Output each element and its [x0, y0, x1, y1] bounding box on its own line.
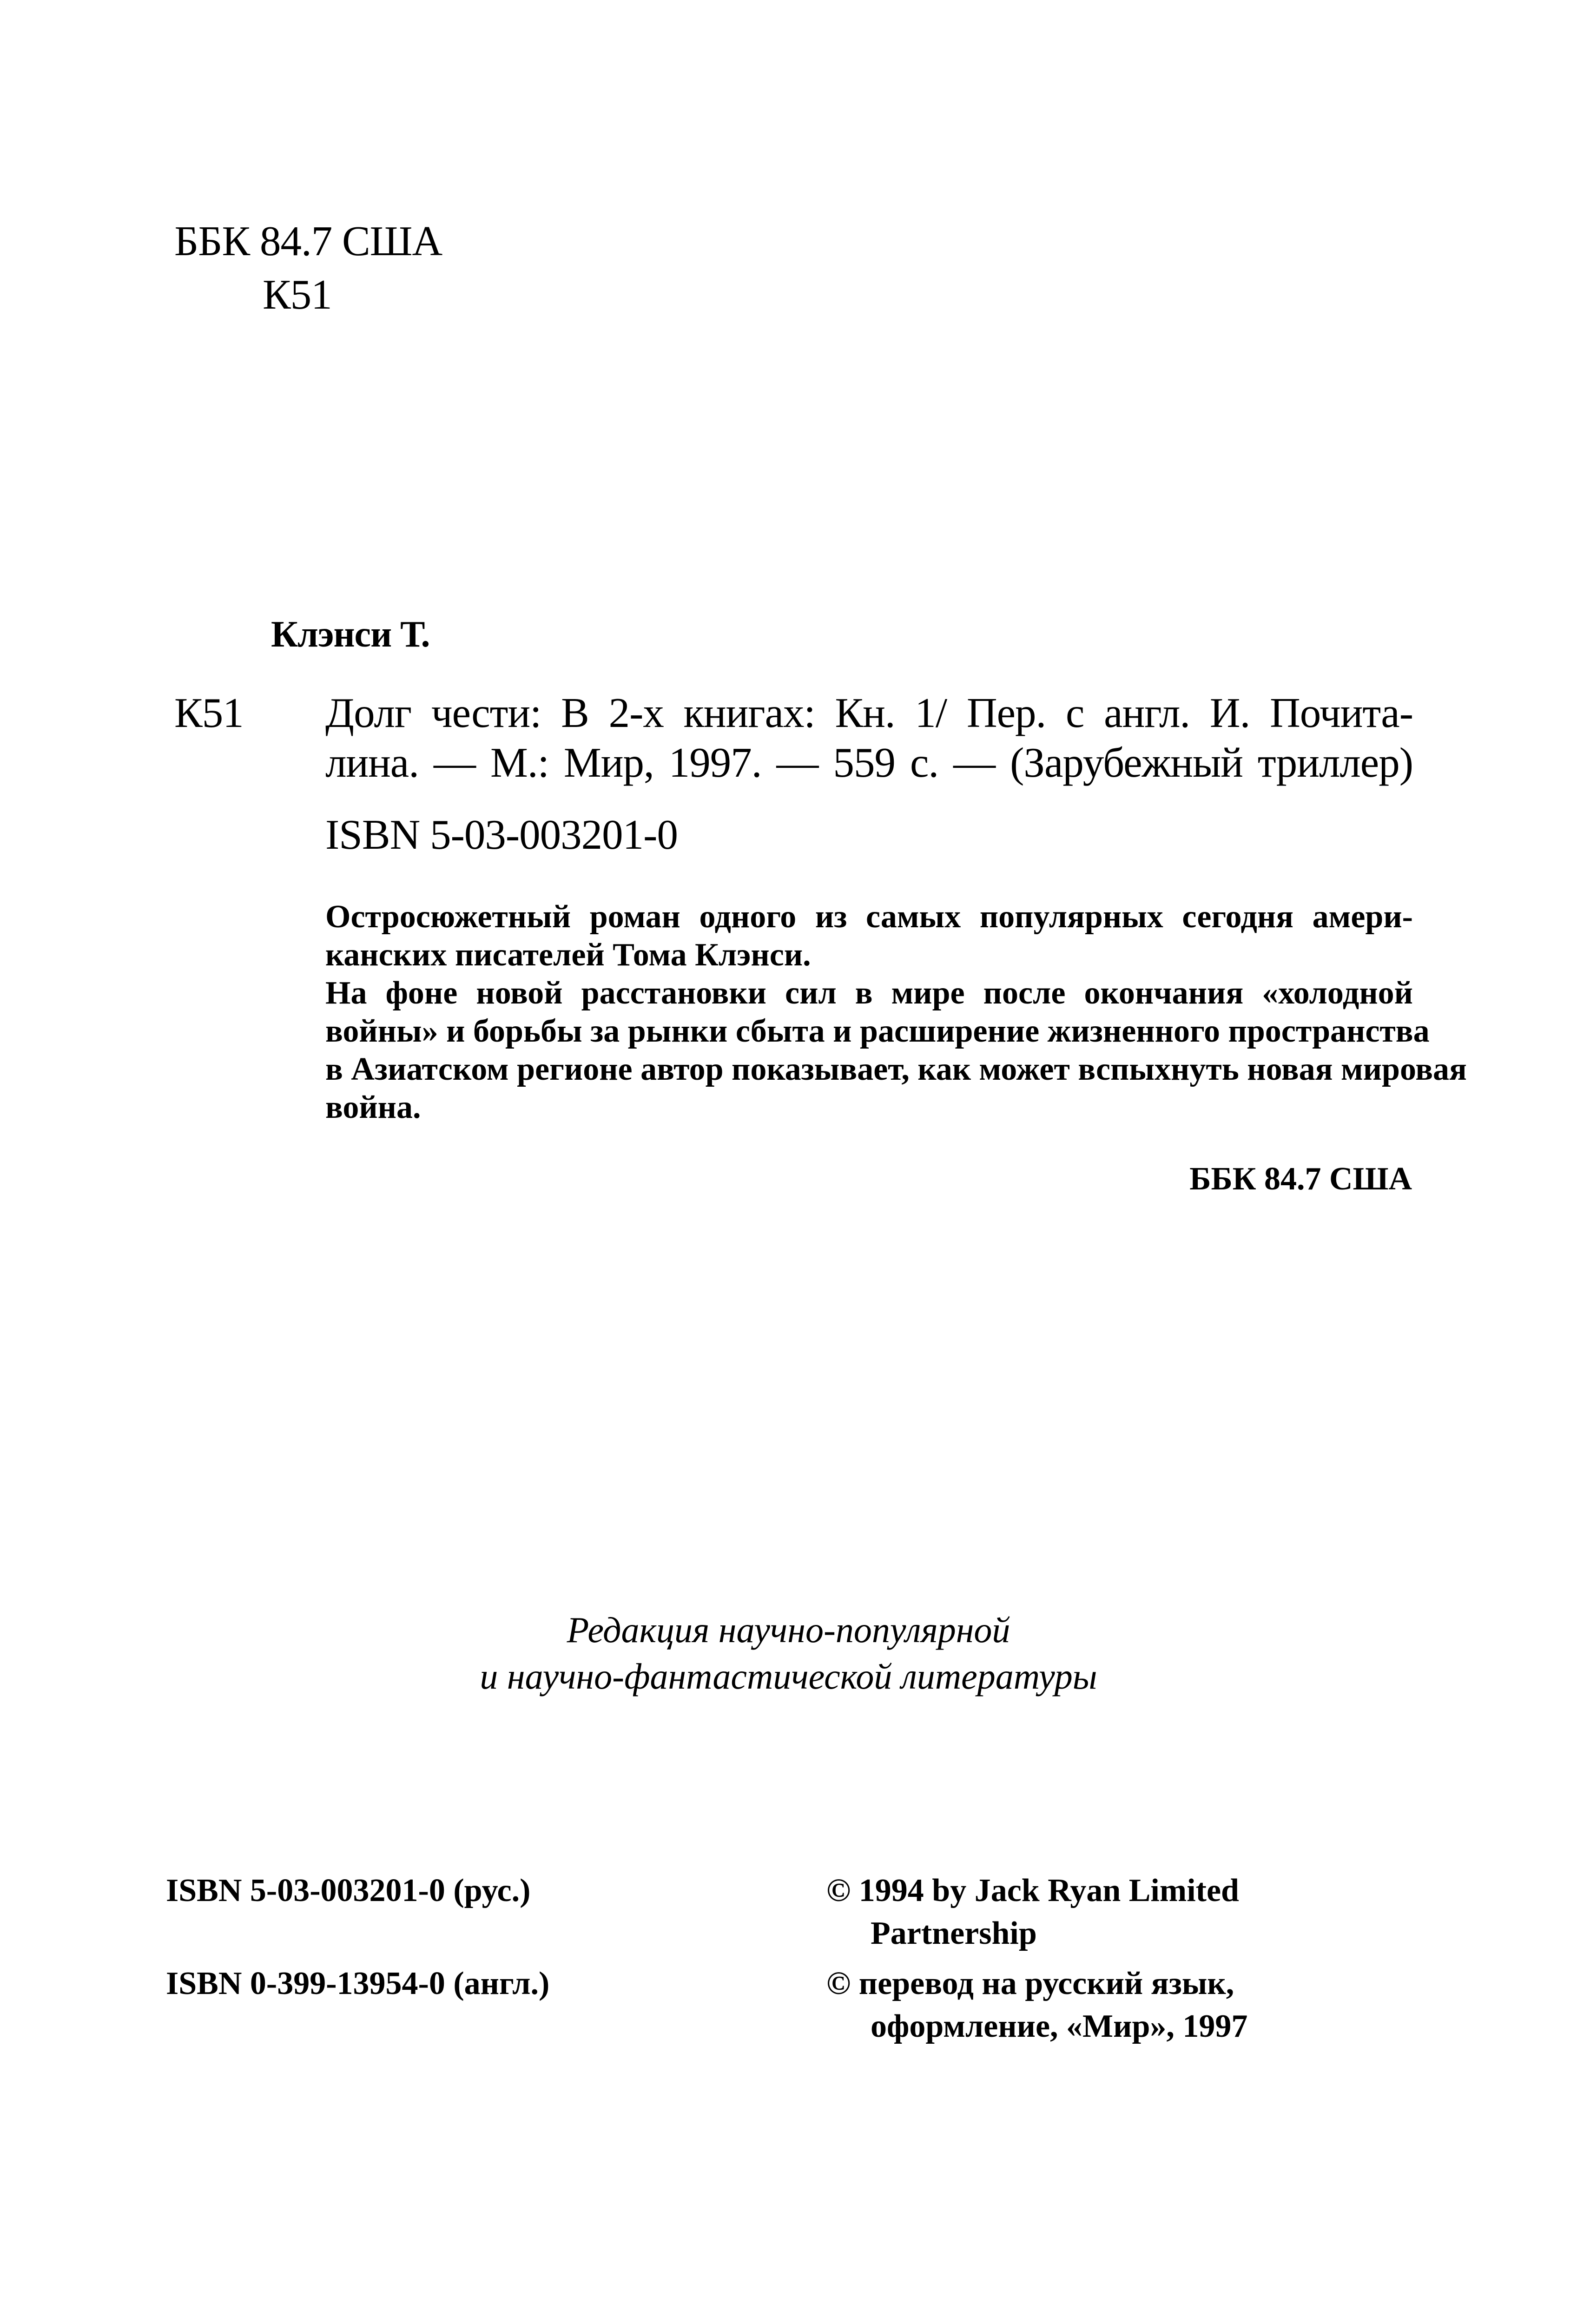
- copyright-translation-cont: оформление, «Мир», 1997: [871, 2008, 1248, 2044]
- annotation-p2-line-2: войны» и борьбы за рынки сбыта и расширение жизненного пространства: [325, 1013, 1430, 1049]
- copyright-original-cont: Partnership: [871, 1915, 1037, 1951]
- entry-line-1: Долг чести: В 2-х книгах: Кн. 1/ Пер. с англ. И. Почита-: [325, 689, 1413, 736]
- author-mark: К51: [263, 271, 332, 318]
- annotation-bbk: ББК 84.7 США: [1189, 1161, 1412, 1197]
- author-name: Клэнси Т.: [271, 614, 430, 655]
- annotation-p2-line-4: война.: [325, 1089, 421, 1125]
- editorial-line-2: и научно-фантастической литературы: [480, 1656, 1097, 1697]
- annotation-p1-line-1: Остросюжетный роман одного из самых популярных сегодня амери-: [325, 899, 1413, 935]
- annotation-p2-line-1: На фоне новой расстановки сил в мире после окончания «холодной: [325, 975, 1413, 1011]
- bbk-classification: ББК 84.7 США: [174, 218, 442, 264]
- entry-line-2: лина. — М.: Мир, 1997. — 559 с. — (Зарубежный триллер): [325, 739, 1413, 786]
- copyright-translation: © перевод на русский язык,: [826, 1966, 1234, 2001]
- entry-mark: К51: [174, 689, 244, 736]
- isbn-english: ISBN 0-399-13954-0 (англ.): [166, 1966, 550, 2001]
- annotation-p2-line-3: в Азиатском регионе автор показывает, как может вспыхнуть новая мировая: [325, 1051, 1467, 1087]
- annotation-p1-line-2: канских писателей Тома Клэнси.: [325, 937, 811, 973]
- editorial-line-1: Редакция научно-популярной: [567, 1610, 1010, 1650]
- isbn-russian: ISBN 5-03-003201-0 (рус.): [166, 1873, 531, 1908]
- copyright-original: © 1994 by Jack Ryan Limited: [826, 1873, 1239, 1908]
- entry-isbn: ISBN 5-03-003201-0: [325, 811, 678, 858]
